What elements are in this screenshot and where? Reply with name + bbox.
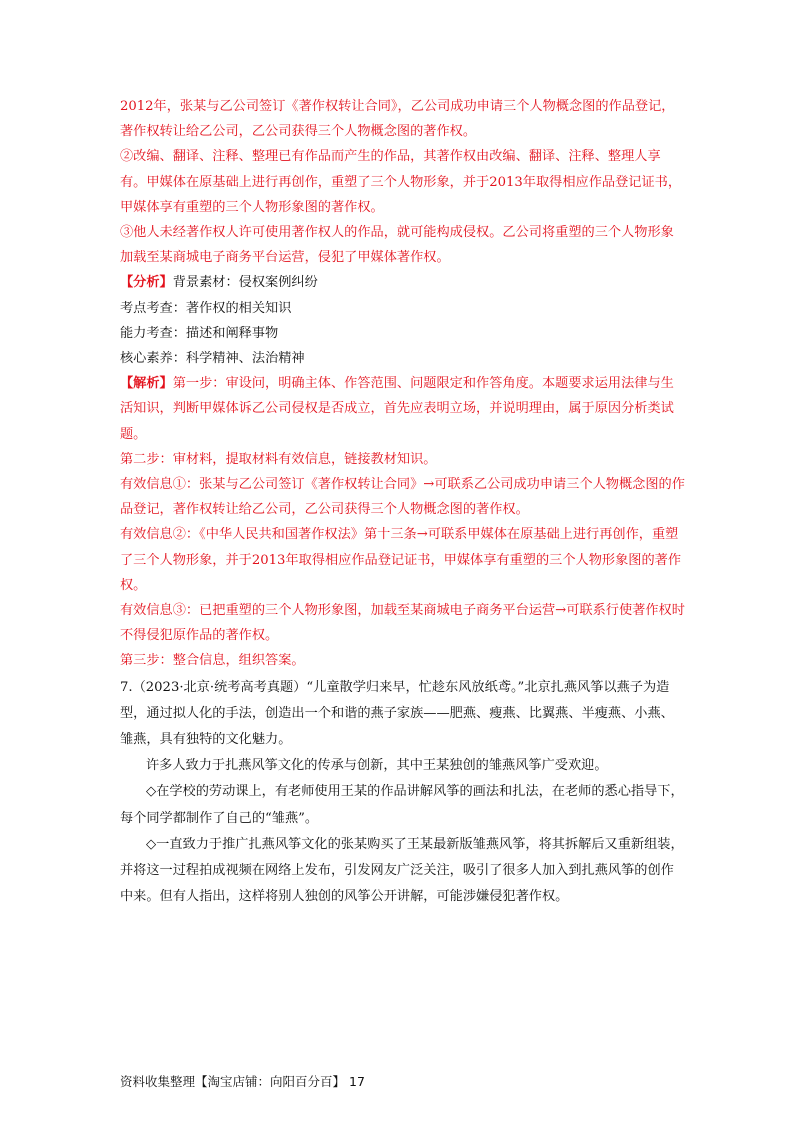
analysis-ability: 能力考查：描述和阐释事物 <box>120 325 279 341</box>
solution-step1 <box>120 371 686 447</box>
footer-text: 资料收集整理【淘宝店铺：向阳百分百】 <box>120 1074 346 1089</box>
document-body <box>120 94 686 911</box>
question-7-para2: ◇在学校的劳动课上，有老师使用王某的作品讲解风筝的画法和扎法，在老师的悉心指导下，每个同学都制作了自己的“雏燕”。 <box>120 784 684 826</box>
solution-step1-text: 第一步：审设问，明确主体、作答范围、问题限定和作答角度。本题要求运用法律与生活知识，判断甲媒体诉乙公司侵权是否成立，首先应表明立场，并说明理由，属于原因分析类试题。 <box>120 376 674 442</box>
paragraph-adaptation: ②改编、翻译、注释、整理已有作品而产生的作品，其著作权由改编、翻译、注释、整理人享有。甲媒体在原基础上进行再创作，重塑了三个人物形象，并于2013年取得相应作品登记证书，甲媒体享有重塑的三个人物形象图的著作权。 <box>120 149 682 215</box>
solution-step3: 第三步：整合信息，组织答案。 <box>120 653 305 669</box>
paragraph-infringement: ③他人未经著作权人许可使用著作权人的作品，就可能构成侵权。乙公司将重塑的三个人物形象加载至某商城电子商务平台运营，侵犯了甲媒体著作权。 <box>120 225 674 266</box>
question-7-intro: 7.（2023·北京·统考高考真题）“儿童散学归来早，忙趁东风放纸鸢。”北京扎燕风筝以燕子为造型，通过拟人化的手法，创造出一个和谐的燕子家族——肥燕、瘦燕、比翼燕、半瘦燕、小燕、雏燕，具有独特的文化魅力。 <box>120 679 674 748</box>
analysis-background-text: 背景素材：侵权案例纠纷 <box>172 275 318 291</box>
solution-info2: 有效信息②：《中华人民共和国著作权法》第十三条→可联系甲媒体在原基础上进行再创作，重塑了三个人物形象，并于2013年取得相应作品登记证书，甲媒体享有重塑的三个人物形象图的著作权。 <box>120 527 682 593</box>
question-7 <box>120 675 686 911</box>
solution-info3: 有效信息③：已把重塑的三个人物形象图，加载至某商城电子商务平台运营→可联系行使著作权时不得侵犯原作品的著作权。 <box>120 603 685 644</box>
page-footer <box>120 1072 365 1090</box>
analysis-literacy: 核心素养：科学精神、法治精神 <box>120 351 305 367</box>
solution-info1: 有效信息①：张某与乙公司签订《著作权转让合同》→可联系乙公司成功申请三个人物概念图的作品登记，著作权转让给乙公司，乙公司获得三个人物概念图的著作权。 <box>120 477 685 518</box>
question-7-para3: ◇一直致力于推广扎燕风筝文化的张某购买了王某最新版雏燕风筝，将其拆解后又重新组装，并将这一过程拍成视频在网络上发布，引发网友广泛关注，吸引了很多人加入到扎燕风筝的创作中来。但有人指出，这样将别人独创的风筝公开讲解，可能涉嫌侵犯著作权。 <box>120 836 684 905</box>
solution-tag: 【解析】 <box>120 376 173 392</box>
analysis-tag: 【分析】 <box>120 275 173 291</box>
analysis-background <box>120 270 686 295</box>
solution-step2: 第二步：审材料，提取材料有效信息，链接教材知识。 <box>120 451 437 467</box>
analysis-point: 考点考查：著作权的相关知识 <box>120 300 292 316</box>
paragraph-contract: 2012年，张某与乙公司签订《著作权转让合同》，乙公司成功申请三个人物概念图的作品登记，著作权转让给乙公司，乙公司获得三个人物概念图的著作权。 <box>120 99 675 140</box>
question-7-para1: 许多人致力于扎燕风筝文化的传承与创新，其中王某独创的雏燕风筝广受欢迎。 <box>146 758 608 774</box>
page-number: 17 <box>349 1074 365 1089</box>
